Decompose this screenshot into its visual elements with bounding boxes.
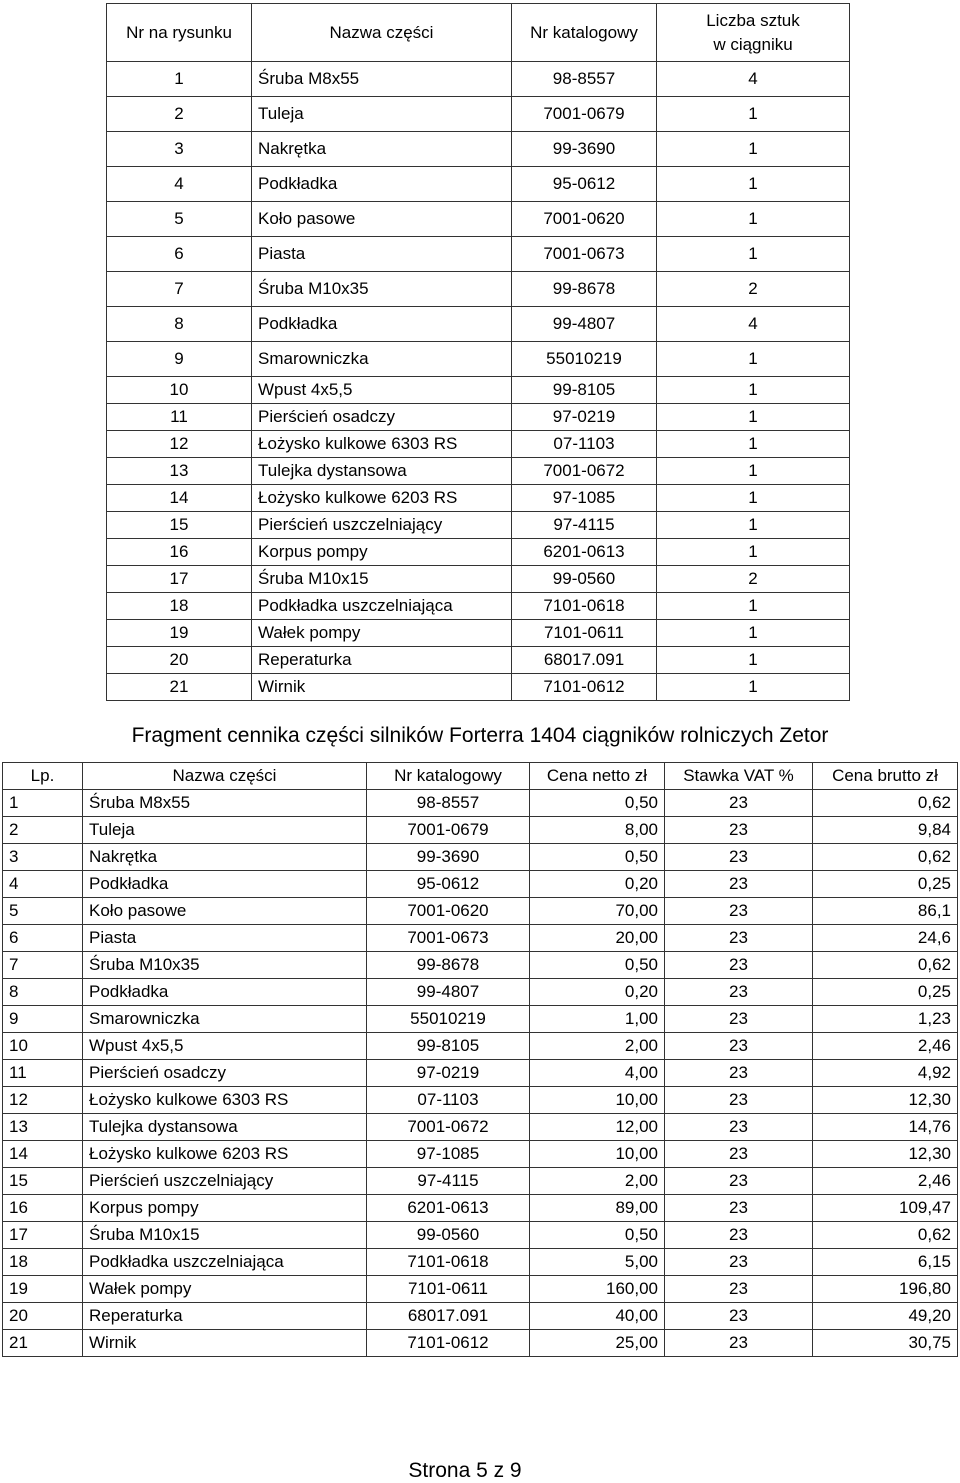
parts-table-row <box>107 404 850 431</box>
cell-part-name: Korpus pompy <box>252 539 512 566</box>
cell-nr: 2 <box>107 97 252 132</box>
cell-vat-rate: 23 <box>665 1141 813 1168</box>
parts-table-row <box>107 647 850 674</box>
cell-part-name: Reperaturka <box>252 647 512 674</box>
cell-price-gross: 0,62 <box>813 952 958 979</box>
cell-nr: 3 <box>107 132 252 167</box>
price-table-row <box>3 844 958 871</box>
cell-catalog-number: 7001-0672 <box>512 458 657 485</box>
cell-catalog-number: 7001-0679 <box>367 817 530 844</box>
cell-part-name: Podkładka <box>252 307 512 342</box>
cell-vat-rate: 23 <box>665 1276 813 1303</box>
cell-part-name: Piasta <box>252 237 512 272</box>
cell-catalog-number: 97-1085 <box>367 1141 530 1168</box>
cell-lp: 19 <box>3 1276 83 1303</box>
cell-catalog-number: 7001-0679 <box>512 97 657 132</box>
cell-part-name: Śruba M10x35 <box>252 272 512 307</box>
cell-part-name: Podkładka <box>83 979 367 1006</box>
cell-catalog-number: 98-8557 <box>367 790 530 817</box>
cell-catalog-number: 97-4115 <box>367 1168 530 1195</box>
cell-catalog-number: 99-0560 <box>512 566 657 593</box>
cell-vat-rate: 23 <box>665 790 813 817</box>
price-table-row <box>3 1114 958 1141</box>
cell-catalog-number: 7101-0611 <box>512 620 657 647</box>
price-table-row <box>3 871 958 898</box>
cell-price-net: 0,50 <box>530 844 665 871</box>
cell-price-net: 0,50 <box>530 790 665 817</box>
cell-price-gross: 49,20 <box>813 1303 958 1330</box>
cell-price-gross: 0,25 <box>813 979 958 1006</box>
parts-table-row <box>107 132 850 167</box>
cell-catalog-number: 6201-0613 <box>367 1195 530 1222</box>
cell-catalog-number: 7101-0612 <box>367 1330 530 1357</box>
cell-lp: 9 <box>3 1006 83 1033</box>
cell-lp: 1 <box>3 790 83 817</box>
cell-price-gross: 24,6 <box>813 925 958 952</box>
cell-lp: 16 <box>3 1195 83 1222</box>
parts-table-row <box>107 620 850 647</box>
cell-part-name: Koło pasowe <box>83 898 367 925</box>
price-table-row <box>3 1303 958 1330</box>
cell-part-name: Tuleja <box>83 817 367 844</box>
cell-vat-rate: 23 <box>665 1249 813 1276</box>
cell-vat-rate: 23 <box>665 1006 813 1033</box>
cell-catalog-number: 07-1103 <box>367 1087 530 1114</box>
cell-part-name: Smarowniczka <box>252 342 512 377</box>
cell-price-net: 4,00 <box>530 1060 665 1087</box>
cell-part-name: Pierścień uszczelniający <box>83 1168 367 1195</box>
cell-nr: 21 <box>107 674 252 701</box>
cell-quantity: 2 <box>657 566 850 593</box>
cell-nr: 18 <box>107 593 252 620</box>
cell-catalog-number: 68017.091 <box>512 647 657 674</box>
cell-catalog-number: 7101-0618 <box>367 1249 530 1276</box>
cell-catalog-number: 99-8678 <box>367 952 530 979</box>
cell-quantity: 1 <box>657 539 850 566</box>
cell-part-name: Pierścień uszczelniający <box>252 512 512 539</box>
cell-price-gross: 6,15 <box>813 1249 958 1276</box>
cell-price-net: 0,50 <box>530 1222 665 1249</box>
parts-table-row <box>107 342 850 377</box>
cell-quantity: 1 <box>657 132 850 167</box>
cell-nr: 4 <box>107 167 252 202</box>
cell-part-name: Pierścień osadczy <box>83 1060 367 1087</box>
parts-table-header-row <box>107 4 850 62</box>
cell-nr: 10 <box>107 377 252 404</box>
cell-catalog-number: 99-8105 <box>512 377 657 404</box>
cell-part-name: Łożysko kulkowe 6203 RS <box>83 1141 367 1168</box>
cell-lp: 2 <box>3 817 83 844</box>
header-liczba-sztuk-line1: Liczba sztuk <box>706 10 800 30</box>
parts-table-body <box>107 62 850 701</box>
cell-quantity: 1 <box>657 485 850 512</box>
cell-vat-rate: 23 <box>665 898 813 925</box>
parts-table-row <box>107 272 850 307</box>
cell-part-name: Piasta <box>83 925 367 952</box>
cell-nr: 12 <box>107 431 252 458</box>
parts-table-row <box>107 674 850 701</box>
cell-price-gross: 2,46 <box>813 1033 958 1060</box>
cell-quantity: 1 <box>657 167 850 202</box>
cell-catalog-number: 97-0219 <box>367 1060 530 1087</box>
price-table-row <box>3 1060 958 1087</box>
cell-nr: 15 <box>107 512 252 539</box>
cell-part-name: Wałek pompy <box>252 620 512 647</box>
cell-catalog-number: 7001-0673 <box>367 925 530 952</box>
cell-part-name: Smarowniczka <box>83 1006 367 1033</box>
header-nr-katalogowy: Nr katalogowy <box>367 763 530 790</box>
cell-lp: 12 <box>3 1087 83 1114</box>
cell-lp: 14 <box>3 1141 83 1168</box>
header-lp: Lp. <box>3 763 83 790</box>
header-nr-na-rysunku: Nr na rysunku <box>107 4 252 62</box>
cell-part-name: Tulejka dystansowa <box>83 1114 367 1141</box>
cell-part-name: Łożysko kulkowe 6203 RS <box>252 485 512 512</box>
cell-part-name: Wpust 4x5,5 <box>252 377 512 404</box>
cell-nr: 20 <box>107 647 252 674</box>
parts-table-row <box>107 431 850 458</box>
price-table-header-row <box>3 763 958 790</box>
cell-vat-rate: 23 <box>665 925 813 952</box>
cell-price-net: 20,00 <box>530 925 665 952</box>
cell-price-gross: 0,25 <box>813 871 958 898</box>
cell-quantity: 1 <box>657 237 850 272</box>
cell-nr: 6 <box>107 237 252 272</box>
cell-lp: 13 <box>3 1114 83 1141</box>
price-table-body <box>3 790 958 1357</box>
cell-quantity: 1 <box>657 404 850 431</box>
cell-nr: 13 <box>107 458 252 485</box>
cell-part-name: Podkładka <box>83 871 367 898</box>
cell-catalog-number: 7101-0618 <box>512 593 657 620</box>
cell-catalog-number: 07-1103 <box>512 431 657 458</box>
price-table-row <box>3 952 958 979</box>
cell-price-net: 12,00 <box>530 1114 665 1141</box>
cell-quantity: 1 <box>657 647 850 674</box>
cell-nr: 7 <box>107 272 252 307</box>
cell-price-net: 160,00 <box>530 1276 665 1303</box>
cell-price-gross: 14,76 <box>813 1114 958 1141</box>
parts-table-row <box>107 97 850 132</box>
cell-catalog-number: 99-8678 <box>512 272 657 307</box>
cell-price-gross: 12,30 <box>813 1141 958 1168</box>
cell-vat-rate: 23 <box>665 1222 813 1249</box>
cell-price-net: 1,00 <box>530 1006 665 1033</box>
cell-quantity: 1 <box>657 431 850 458</box>
cell-price-gross: 0,62 <box>813 790 958 817</box>
cell-catalog-number: 7101-0611 <box>367 1276 530 1303</box>
cell-quantity: 1 <box>657 593 850 620</box>
cell-part-name: Pierścień osadczy <box>252 404 512 431</box>
cell-catalog-number: 99-0560 <box>367 1222 530 1249</box>
cell-catalog-number: 97-0219 <box>512 404 657 431</box>
cell-part-name: Nakrętka <box>252 132 512 167</box>
parts-table <box>106 3 850 701</box>
cell-catalog-number: 6201-0613 <box>512 539 657 566</box>
cell-price-gross: 12,30 <box>813 1087 958 1114</box>
cell-lp: 18 <box>3 1249 83 1276</box>
parts-table-row <box>107 485 850 512</box>
price-table-row <box>3 1006 958 1033</box>
cell-vat-rate: 23 <box>665 979 813 1006</box>
header-nazwa-czesci: Nazwa części <box>83 763 367 790</box>
cell-price-gross: 2,46 <box>813 1168 958 1195</box>
price-table-row <box>3 790 958 817</box>
cell-vat-rate: 23 <box>665 1195 813 1222</box>
cell-price-net: 0,50 <box>530 952 665 979</box>
cell-catalog-number: 7101-0612 <box>512 674 657 701</box>
cell-lp: 3 <box>3 844 83 871</box>
price-list-heading: Fragment cennika części silników Forterra 1404 ciągników rolniczych Zetor <box>131 724 829 747</box>
price-table-row <box>3 1330 958 1357</box>
cell-catalog-number: 55010219 <box>367 1006 530 1033</box>
cell-vat-rate: 23 <box>665 1114 813 1141</box>
cell-part-name: Śruba M8x55 <box>83 790 367 817</box>
price-table-row <box>3 1249 958 1276</box>
header-liczba-sztuk <box>657 4 850 62</box>
cell-part-name: Podkładka uszczelniająca <box>83 1249 367 1276</box>
cell-nr: 8 <box>107 307 252 342</box>
cell-quantity: 1 <box>657 377 850 404</box>
cell-catalog-number: 95-0612 <box>367 871 530 898</box>
cell-price-net: 2,00 <box>530 1168 665 1195</box>
cell-part-name: Tulejka dystansowa <box>252 458 512 485</box>
cell-part-name: Wpust 4x5,5 <box>83 1033 367 1060</box>
parts-table-row <box>107 307 850 342</box>
cell-price-net: 10,00 <box>530 1141 665 1168</box>
parts-table-row <box>107 202 850 237</box>
price-table-row <box>3 1195 958 1222</box>
cell-price-net: 8,00 <box>530 817 665 844</box>
cell-lp: 15 <box>3 1168 83 1195</box>
cell-part-name: Łożysko kulkowe 6303 RS <box>83 1087 367 1114</box>
cell-nr: 5 <box>107 202 252 237</box>
cell-price-net: 0,20 <box>530 979 665 1006</box>
cell-part-name: Reperaturka <box>83 1303 367 1330</box>
parts-table-row <box>107 458 850 485</box>
cell-price-gross: 0,62 <box>813 844 958 871</box>
cell-price-net: 25,00 <box>530 1330 665 1357</box>
page-number: Strona 5 z 9 <box>408 1459 522 1482</box>
cell-catalog-number: 98-8557 <box>512 62 657 97</box>
cell-part-name: Śruba M8x55 <box>252 62 512 97</box>
cell-part-name: Podkładka uszczelniająca <box>252 593 512 620</box>
cell-price-net: 40,00 <box>530 1303 665 1330</box>
cell-quantity: 1 <box>657 202 850 237</box>
cell-nr: 19 <box>107 620 252 647</box>
cell-price-gross: 0,62 <box>813 1222 958 1249</box>
price-table <box>2 762 958 1357</box>
cell-part-name: Koło pasowe <box>252 202 512 237</box>
parts-table-row <box>107 566 850 593</box>
cell-price-gross: 30,75 <box>813 1330 958 1357</box>
price-table-row <box>3 925 958 952</box>
cell-part-name: Korpus pompy <box>83 1195 367 1222</box>
cell-lp: 21 <box>3 1330 83 1357</box>
header-stawka-vat: Stawka VAT % <box>665 763 813 790</box>
parts-table-row <box>107 237 850 272</box>
header-nr-katalogowy: Nr katalogowy <box>512 4 657 62</box>
cell-vat-rate: 23 <box>665 1168 813 1195</box>
header-nazwa-czesci: Nazwa części <box>252 4 512 62</box>
cell-lp: 7 <box>3 952 83 979</box>
price-table-row <box>3 1168 958 1195</box>
price-table-row <box>3 898 958 925</box>
price-table-row <box>3 1141 958 1168</box>
cell-catalog-number: 99-3690 <box>367 844 530 871</box>
cell-lp: 20 <box>3 1303 83 1330</box>
parts-table-row <box>107 377 850 404</box>
cell-part-name: Nakrętka <box>83 844 367 871</box>
cell-part-name: Podkładka <box>252 167 512 202</box>
cell-vat-rate: 23 <box>665 1033 813 1060</box>
cell-vat-rate: 23 <box>665 1060 813 1087</box>
cell-catalog-number: 7001-0672 <box>367 1114 530 1141</box>
cell-quantity: 1 <box>657 97 850 132</box>
cell-price-gross: 1,23 <box>813 1006 958 1033</box>
cell-nr: 11 <box>107 404 252 431</box>
cell-part-name: Łożysko kulkowe 6303 RS <box>252 431 512 458</box>
cell-price-gross: 9,84 <box>813 817 958 844</box>
cell-vat-rate: 23 <box>665 844 813 871</box>
cell-vat-rate: 23 <box>665 952 813 979</box>
cell-lp: 11 <box>3 1060 83 1087</box>
cell-catalog-number: 95-0612 <box>512 167 657 202</box>
parts-table-row <box>107 62 850 97</box>
parts-table-row <box>107 593 850 620</box>
cell-catalog-number: 99-4807 <box>512 307 657 342</box>
cell-catalog-number: 99-3690 <box>512 132 657 167</box>
cell-catalog-number: 97-1085 <box>512 485 657 512</box>
cell-price-net: 2,00 <box>530 1033 665 1060</box>
cell-catalog-number: 55010219 <box>512 342 657 377</box>
cell-quantity: 2 <box>657 272 850 307</box>
cell-catalog-number: 7001-0620 <box>367 898 530 925</box>
price-table-row <box>3 817 958 844</box>
cell-part-name: Wirnik <box>83 1330 367 1357</box>
cell-vat-rate: 23 <box>665 1087 813 1114</box>
cell-catalog-number: 99-4807 <box>367 979 530 1006</box>
cell-price-net: 10,00 <box>530 1087 665 1114</box>
cell-vat-rate: 23 <box>665 1330 813 1357</box>
cell-price-net: 70,00 <box>530 898 665 925</box>
price-table-row <box>3 1087 958 1114</box>
cell-part-name: Wirnik <box>252 674 512 701</box>
price-table-row <box>3 1276 958 1303</box>
cell-lp: 5 <box>3 898 83 925</box>
price-table-row <box>3 1033 958 1060</box>
cell-price-net: 0,20 <box>530 871 665 898</box>
cell-part-name: Śruba M10x15 <box>252 566 512 593</box>
cell-price-gross: 86,1 <box>813 898 958 925</box>
cell-part-name: Tuleja <box>252 97 512 132</box>
header-liczba-sztuk-line2: w ciągniku <box>713 34 793 54</box>
cell-quantity: 4 <box>657 62 850 97</box>
cell-vat-rate: 23 <box>665 817 813 844</box>
cell-nr: 1 <box>107 62 252 97</box>
cell-quantity: 4 <box>657 307 850 342</box>
cell-nr: 16 <box>107 539 252 566</box>
header-cena-netto: Cena netto zł <box>530 763 665 790</box>
cell-part-name: Śruba M10x35 <box>83 952 367 979</box>
price-table-row <box>3 979 958 1006</box>
cell-quantity: 1 <box>657 674 850 701</box>
cell-price-net: 89,00 <box>530 1195 665 1222</box>
header-cena-brutto: Cena brutto zł <box>813 763 958 790</box>
cell-lp: 17 <box>3 1222 83 1249</box>
cell-part-name: Wałek pompy <box>83 1276 367 1303</box>
cell-lp: 8 <box>3 979 83 1006</box>
cell-lp: 6 <box>3 925 83 952</box>
cell-catalog-number: 99-8105 <box>367 1033 530 1060</box>
cell-price-gross: 4,92 <box>813 1060 958 1087</box>
cell-quantity: 1 <box>657 512 850 539</box>
cell-vat-rate: 23 <box>665 871 813 898</box>
cell-catalog-number: 7001-0620 <box>512 202 657 237</box>
cell-quantity: 1 <box>657 342 850 377</box>
cell-nr: 17 <box>107 566 252 593</box>
price-table-row <box>3 1222 958 1249</box>
cell-nr: 9 <box>107 342 252 377</box>
parts-table-row <box>107 167 850 202</box>
cell-quantity: 1 <box>657 458 850 485</box>
cell-vat-rate: 23 <box>665 1303 813 1330</box>
parts-table-row <box>107 512 850 539</box>
parts-table-row <box>107 539 850 566</box>
cell-lp: 10 <box>3 1033 83 1060</box>
cell-catalog-number: 68017.091 <box>367 1303 530 1330</box>
cell-catalog-number: 97-4115 <box>512 512 657 539</box>
cell-lp: 4 <box>3 871 83 898</box>
cell-price-gross: 109,47 <box>813 1195 958 1222</box>
cell-quantity: 1 <box>657 620 850 647</box>
cell-catalog-number: 7001-0673 <box>512 237 657 272</box>
cell-price-net: 5,00 <box>530 1249 665 1276</box>
cell-price-gross: 196,80 <box>813 1276 958 1303</box>
cell-nr: 14 <box>107 485 252 512</box>
cell-part-name: Śruba M10x15 <box>83 1222 367 1249</box>
